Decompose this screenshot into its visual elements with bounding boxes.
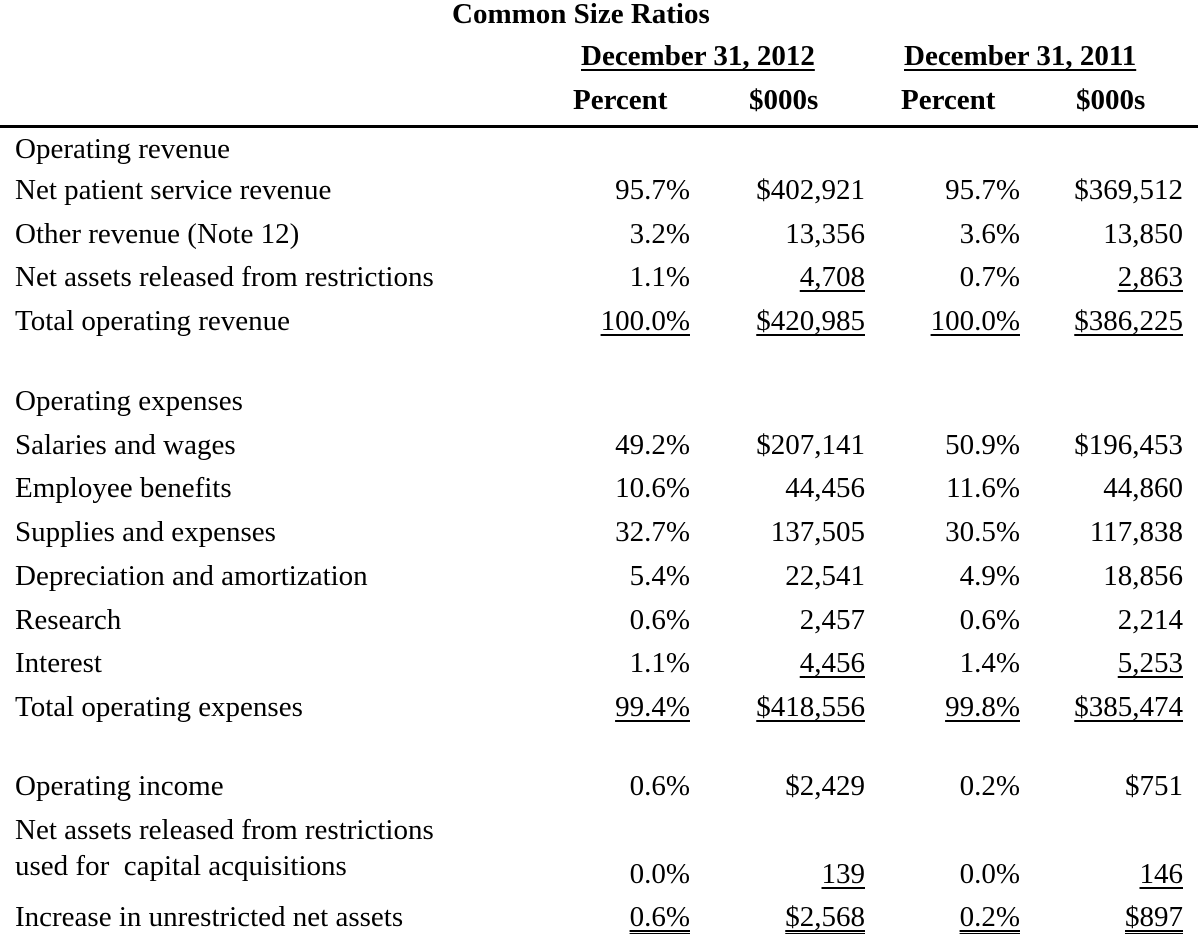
cell-percent-2011: 0.2% [959, 770, 1020, 802]
cell-percent-2012: 5.4% [629, 560, 690, 592]
period-header-2011: December 31, 2011 [904, 40, 1137, 72]
row-label: Supplies and expenses [15, 516, 276, 548]
cell-percent-2012: 10.6% [615, 472, 690, 504]
cell-dollars-2011: 146 [1139, 858, 1183, 890]
cell-dollars-2012: $420,985 [756, 305, 865, 337]
cell-dollars-2012: 137,505 [770, 516, 865, 548]
row-label: Operating income [15, 770, 224, 802]
cell-percent-2011: 3.6% [959, 218, 1020, 250]
cell-percent-2012: 100.0% [600, 305, 690, 337]
cell-dollars-2012: 2,457 [799, 604, 865, 636]
cell-percent-2012: 0.0% [629, 858, 690, 890]
cell-percent-2011: 99.8% [945, 691, 1020, 723]
cell-dollars-2011: $385,474 [1074, 691, 1183, 723]
cell-dollars-2012: $207,141 [756, 429, 865, 461]
row-label: Employee benefits [15, 472, 232, 504]
cell-dollars-2012: 4,456 [799, 647, 865, 679]
cell-dollars-2011: $196,453 [1074, 429, 1183, 461]
cell-dollars-2011: $751 [1125, 770, 1183, 802]
cell-percent-2012: 99.4% [615, 691, 690, 723]
row-label: Interest [15, 647, 102, 679]
cell-dollars-2011: 117,838 [1089, 516, 1183, 548]
row-label: Net assets released from restrictions [15, 261, 434, 293]
row-label: Increase in unrestricted net assets [15, 901, 404, 933]
cell-percent-2012: 1.1% [629, 261, 690, 293]
cell-dollars-2012: 22,541 [785, 560, 865, 592]
cell-dollars-2011: 44,860 [1103, 472, 1183, 504]
col-header-dollars-2011: $000s [1076, 84, 1146, 116]
period-header-2012: December 31, 2012 [581, 40, 815, 72]
cell-dollars-2011: $369,512 [1074, 174, 1183, 206]
col-header-dollars-2012: $000s [749, 84, 819, 116]
cell-percent-2011: 1.4% [959, 647, 1020, 679]
table-title: Common Size Ratios [452, 0, 710, 30]
cell-percent-2012: 95.7% [615, 174, 690, 206]
row-label: Total operating expenses [15, 691, 303, 723]
cell-dollars-2012: $418,556 [756, 691, 865, 723]
cell-dollars-2012: 4,708 [799, 261, 865, 293]
cell-percent-2011: 4.9% [959, 560, 1020, 592]
cell-percent-2012: 0.6% [629, 770, 690, 802]
cell-percent-2011: 30.5% [945, 516, 1020, 548]
col-header-percent-2011: Percent [901, 84, 996, 116]
row-label: Research [15, 604, 122, 636]
row-label: Other revenue (Note 12) [15, 218, 300, 250]
cell-percent-2011: 11.6% [946, 472, 1020, 504]
cell-percent-2011: 0.7% [959, 261, 1020, 293]
cell-percent-2011: 95.7% [945, 174, 1020, 206]
header-rule [0, 125, 1198, 128]
cell-percent-2012: 32.7% [615, 516, 690, 548]
cell-dollars-2011: $386,225 [1074, 305, 1183, 337]
cell-dollars-2012: 13,356 [785, 218, 865, 250]
cell-percent-2011: 0.6% [959, 604, 1020, 636]
cell-dollars-2012: $2,568 [785, 901, 865, 933]
cell-percent-2011: 50.9% [945, 429, 1020, 461]
cell-percent-2012: 3.2% [629, 218, 690, 250]
cell-dollars-2011: 18,856 [1103, 560, 1183, 592]
row-label: Net patient service revenue [15, 174, 332, 206]
row-label: Depreciation and amortization [15, 560, 368, 592]
cell-percent-2012: 49.2% [615, 429, 690, 461]
cell-dollars-2012: $2,429 [785, 770, 865, 802]
cell-dollars-2011: 5,253 [1117, 647, 1183, 679]
cell-percent-2012: 1.1% [629, 647, 690, 679]
cell-dollars-2011: 2,214 [1117, 604, 1183, 636]
cell-dollars-2011: 13,850 [1103, 218, 1183, 250]
row-label: Net assets released from restrictions [15, 814, 434, 846]
cell-dollars-2011: $897 [1125, 901, 1183, 933]
row-label: used for capital acquisitions [15, 850, 347, 882]
col-header-percent-2012: Percent [573, 84, 668, 116]
row-label: Operating revenue [15, 133, 230, 165]
cell-dollars-2012: 44,456 [785, 472, 865, 504]
cell-percent-2011: 0.2% [959, 901, 1020, 933]
cell-dollars-2012: $402,921 [756, 174, 865, 206]
cell-percent-2012: 0.6% [629, 604, 690, 636]
cell-percent-2011: 0.0% [959, 858, 1020, 890]
row-label: Salaries and wages [15, 429, 236, 461]
cell-percent-2012: 0.6% [629, 901, 690, 933]
cell-percent-2011: 100.0% [930, 305, 1020, 337]
row-label: Total operating revenue [15, 305, 290, 337]
cell-dollars-2012: 139 [821, 858, 865, 890]
row-label: Operating expenses [15, 385, 243, 417]
cell-dollars-2011: 2,863 [1117, 261, 1183, 293]
